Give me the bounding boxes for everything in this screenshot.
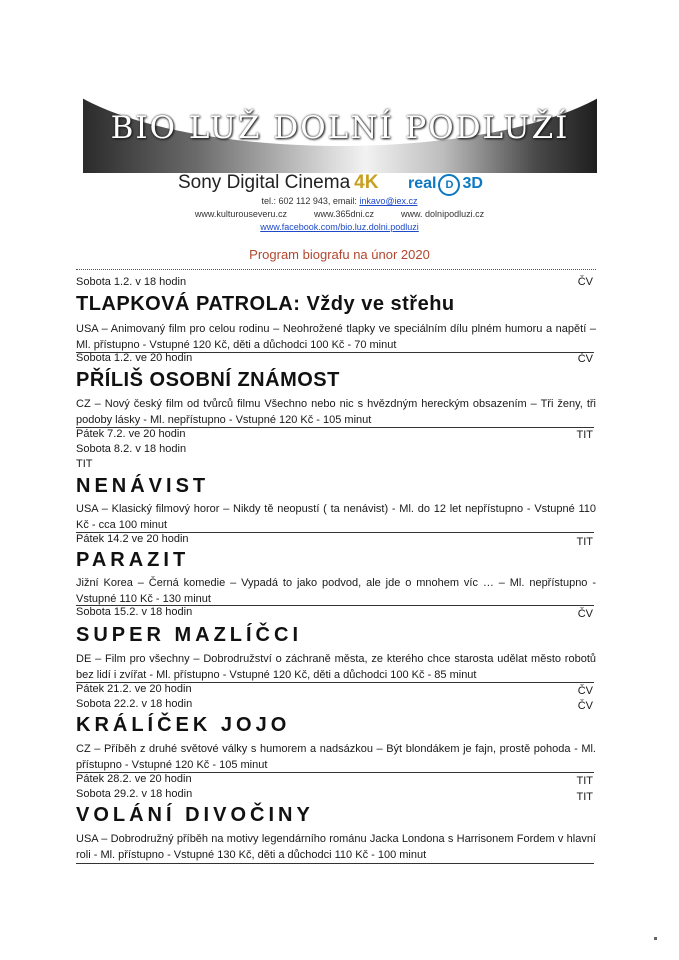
film-4-description: Jižní Korea – Černá komedie – Vypadá to jako podvod, ale jde o mnohem víc … – Ml. nepřístupno - Vstupné 110 Kč - 130 minut [76,577,596,605]
film-7-divider [76,863,594,864]
dotted-divider [76,269,596,270]
film-3-title: NENÁVIST [76,475,210,497]
cinema-banner [83,76,597,173]
date-text: Sobota 29.2. v 18 hodin [76,788,193,800]
sony-digital-cinema-logo [178,172,378,194]
date-text: Pátek 21.2. ve 20 hodin [76,683,192,695]
scan-mark [654,937,657,940]
film-5-description: DE – Film pro všechny – Dobrodružství o záchraně města, ze kterého chce starosta udělat město robotů bez lidí i zvířat - Ml. přístupno - Vstupné 120 Kč, děti a důchodci 100 Kč - 85 minut [76,653,596,681]
film-3-date-2-code [76,458,593,470]
website-2[interactable]: www.365dni.cz [313,209,375,219]
hall-code: TIT [576,775,593,787]
film-7-date-2 [76,788,593,803]
date-text: Pátek 28.2. ve 20 hodin [76,773,192,785]
hall-code: ČV [577,685,593,697]
email-link[interactable]: inkavo@iex.cz [359,196,418,206]
contact-line [0,196,679,206]
date-text: Sobota 1.2. v 18 hodin [76,276,187,288]
date-text: Sobota 8.2. v 18 hodin [76,443,187,455]
film-3-description: USA – Klasický filmový horor – Nikdy tě neopustí ( ta nenávist) - Ml. do 12 let nepřístupno - Vstupné 110 Kč - cca 100 minut [76,503,596,531]
date-text: Pátek 14.2 ve 20 hodin [76,533,189,545]
website-1[interactable]: www.kulturouseveru.cz [194,209,287,219]
date-text: Sobota 15.2. v 18 hodin [76,606,193,618]
websites-line [0,209,679,219]
reald-d-badge: D [438,174,460,196]
film-6-date-2 [76,698,593,710]
hall-code: TIT [576,536,593,548]
hall-code: TIT [576,429,593,441]
film-2-date-1 [76,352,593,364]
film-1-description: USA – Animovaný film pro celou rodinu – Neohrožené tlapky ve speciálním dílu plném humoru a napětí – Ml. přístupno - Vstupné 120 Kč, děti a důchodci 100 Kč - 70 minut [76,323,596,351]
hall-code: ČV [577,276,593,288]
film-5-title: SUPER MAZLÍČCI [76,624,302,646]
tel-text: tel.: 602 112 943, email: [261,196,360,206]
film-2-description: CZ – Nový český film od tvůrců filmu Všechno nebo nic s hvězdným hereckým obsazením – Tři ženy, tři podoby lásky - Ml. nepřístupno - Vstupné 120 Kč - 105 minut [76,398,596,426]
film-4-title: PARAZIT [76,549,190,571]
hall-code: ČV [577,353,593,365]
sony-4k-text: 4K [354,172,379,193]
film-2-title: PŘÍLIŠ OSOBNÍ ZNÁMOST [76,369,340,391]
reald-3d-text: 3D [462,175,483,192]
date-text: Sobota 1.2. ve 20 hodin [76,352,193,364]
website-3[interactable]: www. dolnipodluzi.cz [401,209,485,219]
banner-title: BIO LUŽ DOLNÍ PODLUŽÍ [110,110,570,146]
film-7-description: USA – Dobrodružný příběh na motivy legendárního románu Jacka Londona s Harrisonem Fordem v hlavní roli - Ml. přístupno - Vstupné 130 Kč, děti a důchodci 110 Kč - 100 minut [76,833,596,861]
hall-code: TIT [76,458,93,470]
date-text: Sobota 22.2. v 18 hodin [76,698,193,710]
reald-text: real [408,175,437,192]
facebook-link[interactable]: www.facebook.com/bio.luz.dolni.podluzi [260,222,419,232]
film-1-title: TLAPKOVÁ PATROLA: Vždy ve střehu [76,293,455,315]
program-title: Program biografu na únor 2020 [249,247,430,262]
hall-code: ČV [577,608,593,620]
facebook-line [0,222,679,232]
date-text: Pátek 7.2. ve 20 hodin [76,428,186,440]
film-3-date-2 [76,443,593,455]
film-3-date-1 [76,428,593,440]
hall-code: ČV [577,700,593,712]
film-7-title: VOLÁNÍ DIVOČINY [76,804,314,826]
film-1-date-1 [76,276,593,288]
film-6-title: KRÁLÍČEK JOJO [76,714,291,736]
film-7-date-1 [76,773,593,785]
hall-code: TIT [576,791,593,803]
film-6-description: CZ – Příběh z druhé světové války s humorem a nadsázkou – Být blondákem je fajn, prostě pohoda - Ml. přístupno - Vstupné 120 Kč - 105 minut [76,743,596,771]
film-6-date-1 [76,683,593,695]
film-4-date-1 [76,533,593,548]
sony-text: Sony Digital Cinema [178,172,351,193]
film-5-date-1 [76,606,593,618]
reald-3d-logo [408,174,483,196]
